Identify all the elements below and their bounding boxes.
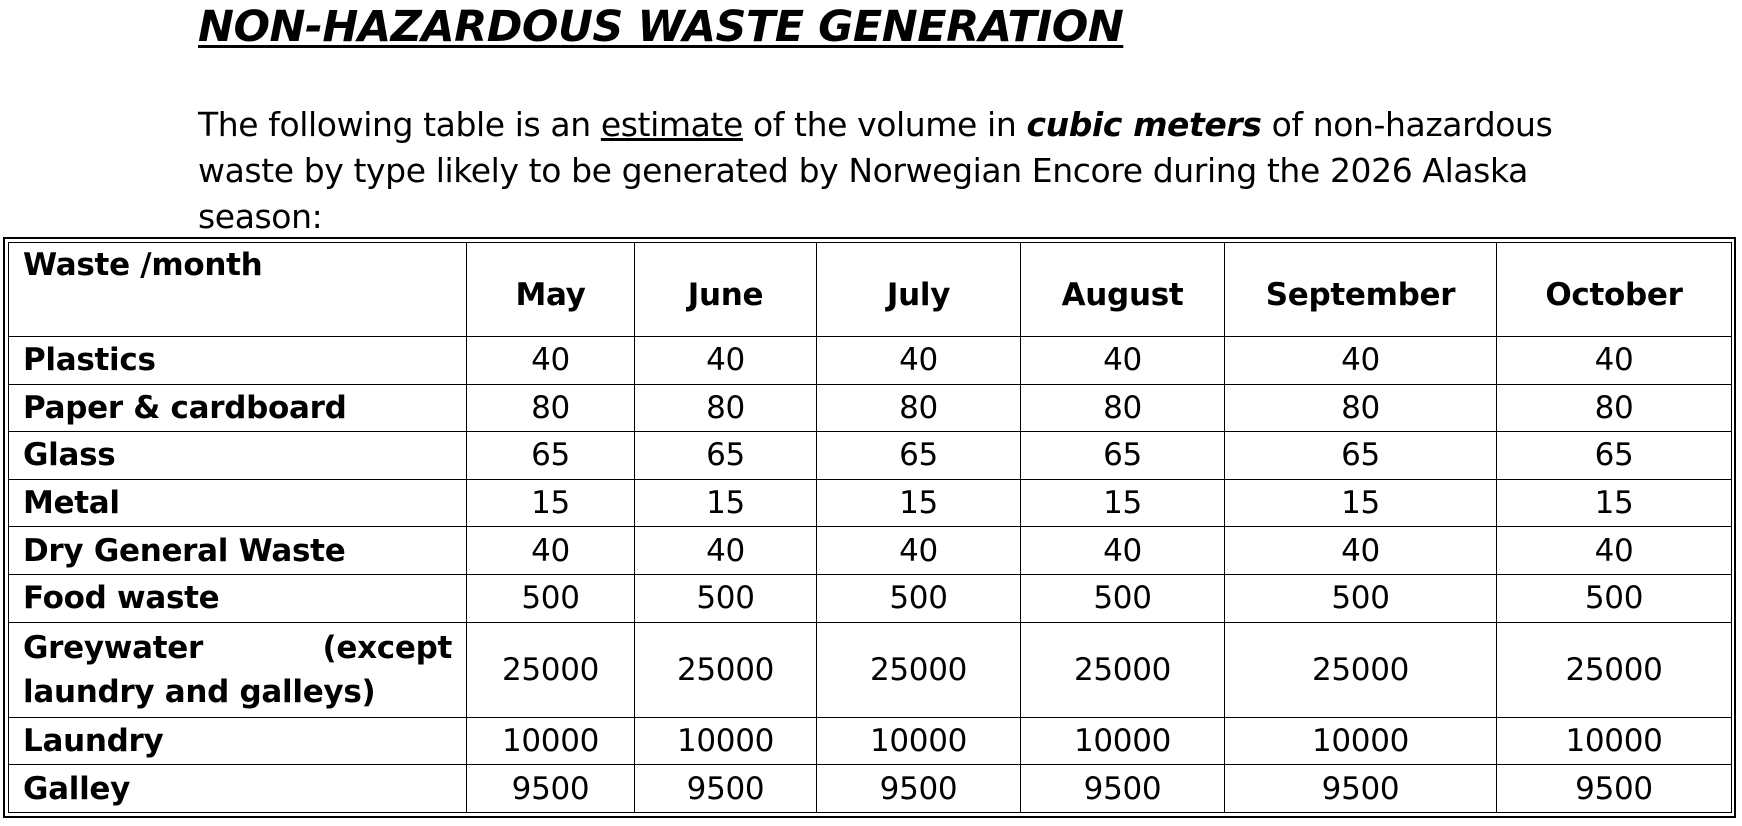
table-cell: 40: [635, 337, 817, 385]
intro-text-2: of the volume in: [742, 105, 1027, 144]
table-cell: 80: [1225, 384, 1497, 432]
table-cell: 10000: [1225, 717, 1497, 765]
corner-header: Waste /month: [9, 243, 467, 337]
table-cell: 10000: [467, 717, 635, 765]
table-cell: 25000: [467, 622, 635, 717]
table-cell: 40: [635, 527, 817, 575]
row-label: Food waste: [9, 574, 467, 622]
table-cell: 25000: [1225, 622, 1497, 717]
column-header-october: October: [1497, 243, 1732, 337]
table-row: [9, 765, 1732, 813]
table-row: [9, 622, 1732, 717]
table-cell: 9500: [1497, 765, 1732, 813]
table-cell: 500: [635, 574, 817, 622]
table-cell: 500: [467, 574, 635, 622]
table-cell: 25000: [1021, 622, 1225, 717]
table-cell: 9500: [1021, 765, 1225, 813]
table-cell: 25000: [635, 622, 817, 717]
table-cell: 40: [1225, 337, 1497, 385]
table-cell: 9500: [467, 765, 635, 813]
row-label: Laundry: [9, 717, 467, 765]
table-row: [9, 432, 1732, 480]
table-header-row: [9, 243, 1732, 337]
intro-cubic-meters: cubic meters: [1026, 105, 1262, 144]
table-cell: 65: [1497, 432, 1732, 480]
table-cell: 65: [1225, 432, 1497, 480]
column-header-july: July: [817, 243, 1021, 337]
table-cell: 15: [817, 479, 1021, 527]
table-cell: 65: [1021, 432, 1225, 480]
table-row: [9, 527, 1732, 575]
row-label: Galley: [9, 765, 467, 813]
table-cell: 40: [1497, 527, 1732, 575]
table-cell: 80: [1497, 384, 1732, 432]
table-cell: 80: [635, 384, 817, 432]
table-cell: 500: [1225, 574, 1497, 622]
table-cell: 80: [467, 384, 635, 432]
row-label: Dry General Waste: [9, 527, 467, 575]
table-cell: 65: [817, 432, 1021, 480]
table-row: [9, 574, 1732, 622]
table-cell: 25000: [817, 622, 1021, 717]
waste-table: [8, 242, 1732, 813]
table-cell: 40: [817, 527, 1021, 575]
table-row: [9, 717, 1732, 765]
column-header-september: September: [1225, 243, 1497, 337]
table-cell: 80: [817, 384, 1021, 432]
table-cell: 9500: [635, 765, 817, 813]
intro-text-1: The following table is an: [198, 105, 601, 144]
table-cell: 15: [467, 479, 635, 527]
column-header-august: August: [1021, 243, 1225, 337]
table-cell: 15: [635, 479, 817, 527]
table-cell: 40: [1021, 527, 1225, 575]
table-cell: 65: [467, 432, 635, 480]
table-cell: 15: [1021, 479, 1225, 527]
intro-text-3: of non-hazardous waste by type likely to be generated by Norwegian Encore during the 2026 Alaska season:: [198, 105, 1553, 236]
table-row: [9, 337, 1732, 385]
table-cell: 10000: [1021, 717, 1225, 765]
intro-estimate-underlined: estimate: [600, 105, 743, 144]
table-body: [9, 337, 1732, 813]
table-cell: 80: [1021, 384, 1225, 432]
table-cell: 25000: [1497, 622, 1732, 717]
column-header-june: June: [635, 243, 817, 337]
table-cell: 9500: [1225, 765, 1497, 813]
table-cell: 10000: [817, 717, 1021, 765]
row-label: Greywater (except laundry and galleys): [9, 622, 467, 717]
table-cell: 10000: [635, 717, 817, 765]
table-cell: 40: [467, 527, 635, 575]
row-label: Plastics: [9, 337, 467, 385]
table-cell: 40: [1021, 337, 1225, 385]
table-row: [9, 384, 1732, 432]
table-cell: 9500: [817, 765, 1021, 813]
table-cell: 500: [817, 574, 1021, 622]
table-cell: 500: [1497, 574, 1732, 622]
row-label: Glass: [9, 432, 467, 480]
document-heading: NON-HAZARDOUS WASTE GENERATION: [198, 2, 1124, 52]
table-row: [9, 479, 1732, 527]
table-cell: 40: [1497, 337, 1732, 385]
table-cell: 40: [467, 337, 635, 385]
row-label: Paper & cardboard: [9, 384, 467, 432]
table-cell: 15: [1225, 479, 1497, 527]
table-cell: 40: [1225, 527, 1497, 575]
table-cell: 65: [635, 432, 817, 480]
table-cell: 500: [1021, 574, 1225, 622]
table-cell: 15: [1497, 479, 1732, 527]
waste-table-frame: [3, 237, 1736, 818]
row-label: Metal: [9, 479, 467, 527]
intro-paragraph: [198, 102, 1618, 240]
table-cell: 40: [817, 337, 1021, 385]
column-header-may: May: [467, 243, 635, 337]
table-cell: 10000: [1497, 717, 1732, 765]
